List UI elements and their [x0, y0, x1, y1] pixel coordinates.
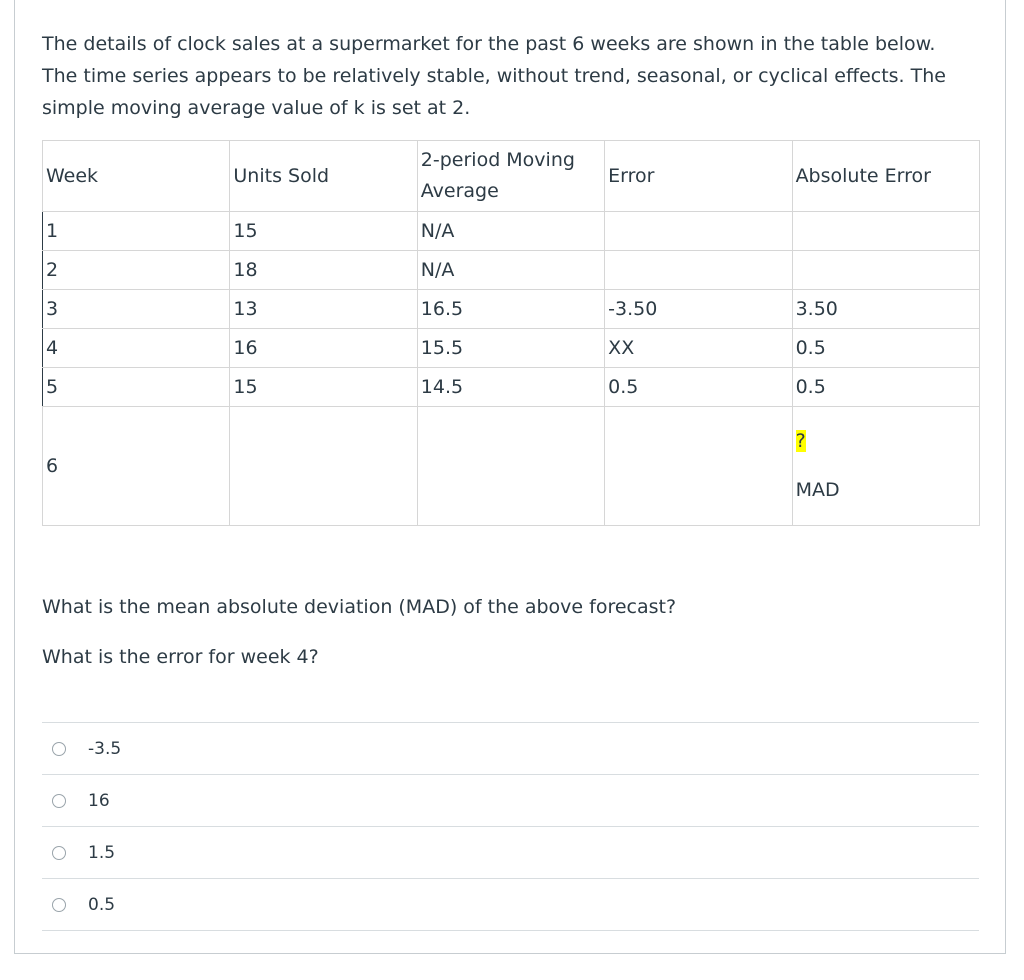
cell-week: 3 [43, 290, 230, 329]
answer-list [42, 722, 979, 931]
cell-moving-average: N/A [417, 251, 604, 290]
cell-units-sold: 15 [230, 368, 417, 407]
cell-absolute-error-summary [792, 407, 979, 526]
cell-week: 2 [43, 251, 230, 290]
cell-error: 0.5 [605, 368, 792, 407]
header-week: Week [43, 141, 230, 212]
header-error: Error [605, 141, 792, 212]
cell-units-sold: 15 [230, 212, 417, 251]
cell-week: 6 [43, 407, 230, 526]
answer-option[interactable] [42, 878, 979, 931]
radio-button[interactable] [52, 742, 66, 756]
cell-moving-average: 16.5 [417, 290, 604, 329]
answer-label: 1.5 [88, 842, 116, 863]
mad-label: MAD [795, 479, 840, 501]
answer-option[interactable] [42, 774, 979, 826]
header-absolute-error: Absolute Error [792, 141, 979, 212]
answer-label: -3.5 [88, 738, 122, 759]
answer-option[interactable] [42, 722, 979, 774]
cell-units-sold: 18 [230, 251, 417, 290]
radio-button[interactable] [52, 898, 66, 912]
cell-absolute-error: 3.50 [792, 290, 979, 329]
cell-units-sold: 16 [230, 329, 417, 368]
cell-absolute-error: 0.5 [792, 368, 979, 407]
cell-absolute-error [792, 212, 979, 251]
answer-label: 16 [88, 790, 110, 811]
cell-moving-average: N/A [417, 212, 604, 251]
cell-error [605, 407, 792, 526]
cell-moving-average: 14.5 [417, 368, 604, 407]
header-units-sold: Units Sold [230, 141, 417, 212]
table-row [43, 251, 980, 290]
cell-week: 1 [43, 212, 230, 251]
question-mad: What is the mean absolute deviation (MAD) of the above forecast? [42, 596, 677, 618]
unknown-placeholder: ? [795, 430, 806, 452]
sales-table [42, 140, 980, 526]
answer-option[interactable] [42, 826, 979, 878]
radio-button[interactable] [52, 794, 66, 808]
table-row [43, 368, 980, 407]
table-header-row [43, 141, 980, 212]
cell-error [605, 251, 792, 290]
cell-error: -3.50 [605, 290, 792, 329]
cell-moving-average: 15.5 [417, 329, 604, 368]
table-row [43, 290, 980, 329]
header-moving-average: 2-period Moving Average [417, 141, 604, 212]
answer-label: 0.5 [88, 894, 116, 915]
cell-absolute-error: 0.5 [792, 329, 979, 368]
cell-units-sold: 13 [230, 290, 417, 329]
table-row [43, 329, 980, 368]
table-row [43, 212, 980, 251]
cell-absolute-error [792, 251, 979, 290]
table-row-week-6 [43, 407, 980, 526]
cell-error [605, 212, 792, 251]
cell-week: 5 [43, 368, 230, 407]
cell-units-sold [230, 407, 417, 526]
cell-moving-average [417, 407, 604, 526]
cell-error: XX [605, 329, 792, 368]
question-intro: The details of clock sales at a supermarket for the past 6 weeks are shown in the table below. The time series appears to be relatively stable, without trend, seasonal, or cyclical effects. The simple moving average value of k is set at 2. [42, 33, 946, 119]
radio-button[interactable] [52, 846, 66, 860]
cell-week: 4 [43, 329, 230, 368]
question-week4-error: What is the error for week 4? [42, 646, 319, 668]
